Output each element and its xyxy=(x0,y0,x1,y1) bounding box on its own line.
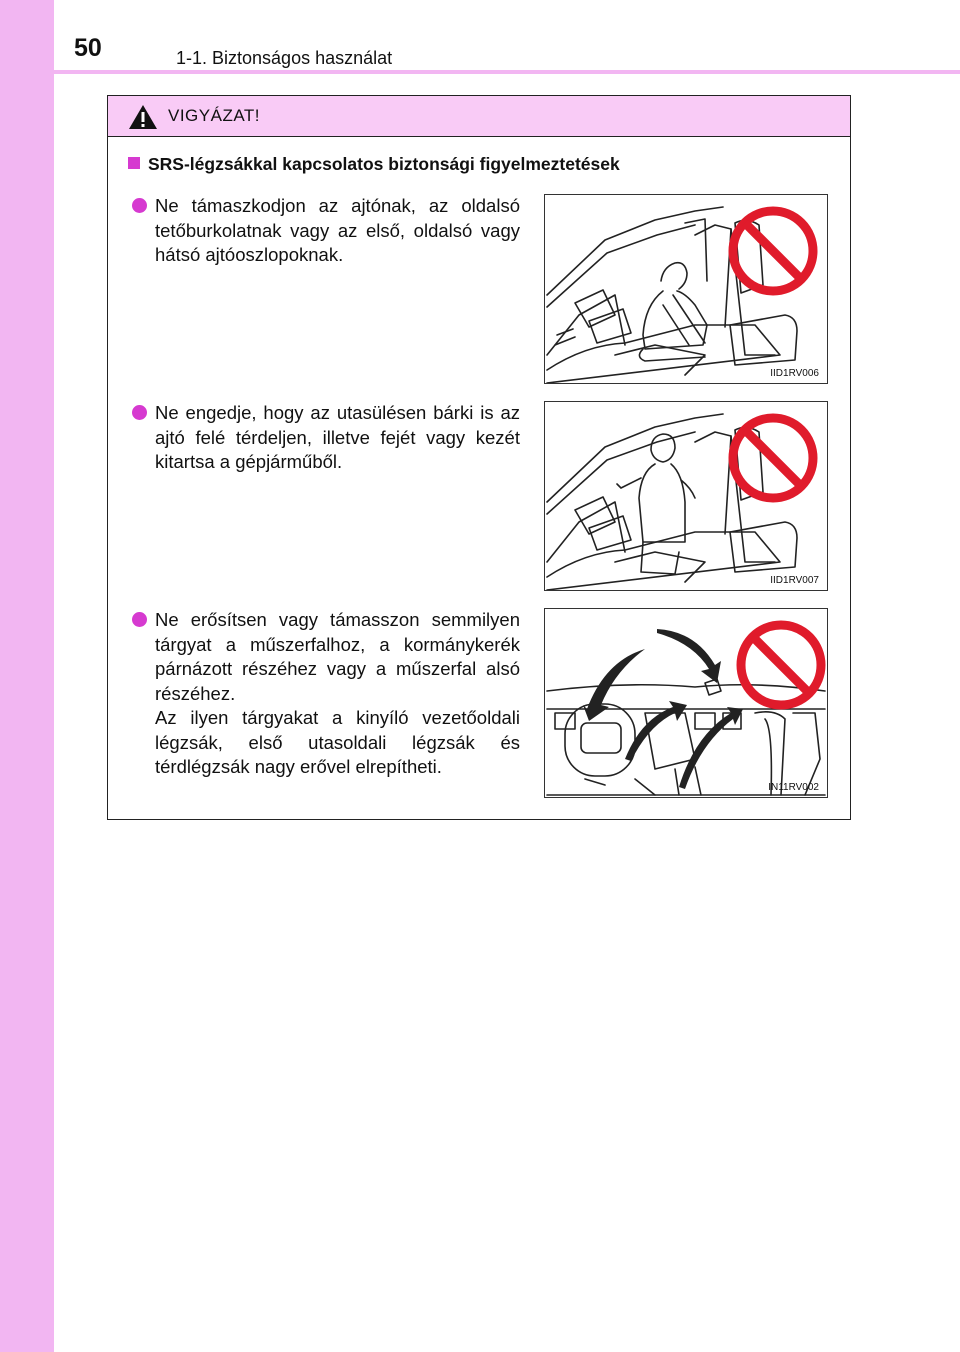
item-paragraph: Az ilyen tárgyakat a kinyíló vezetőoldali légzsák, első utasoldali légzsák és térdlégzsák nagy erővel elrepítheti. xyxy=(155,707,520,777)
section-marker-icon xyxy=(128,157,140,169)
item-paragraph: Ne erősítsen vagy támasszon semmilyen tárgyat a műszerfalhoz, a kormánykerék párnázott részéhez vagy a műszerfal alsó részéhez. xyxy=(155,609,520,704)
item-paragraph: Ne engedje, hogy az utasülésen bárki is az ajtó felé térdeljen, illetve fejét vagy kezét kitartsa a gépjárműből. xyxy=(155,402,520,472)
bullet-icon xyxy=(132,198,147,213)
chapter-title: 1-1. Biztonságos használat xyxy=(176,48,393,68)
page-header xyxy=(54,28,960,74)
figure-illustration xyxy=(545,195,828,384)
figure-kneel-toward-door xyxy=(544,401,828,591)
header-rule xyxy=(54,70,960,74)
bullet-icon xyxy=(132,612,147,627)
warning-box xyxy=(107,95,851,820)
figure-illustration xyxy=(545,609,828,798)
figure-objects-on-dashboard xyxy=(544,608,828,798)
figure-code: IN11RV002 xyxy=(768,782,819,793)
side-band xyxy=(0,0,54,1352)
item-text xyxy=(132,401,520,475)
figure-lean-on-door xyxy=(544,194,828,384)
item-text xyxy=(132,608,520,780)
warning-triangle-icon xyxy=(128,104,158,130)
bullet-icon xyxy=(132,405,147,420)
section-heading-text: SRS-légzsákkal kapcsolatos biztonsági figyelmeztetések xyxy=(148,154,620,174)
warning-header xyxy=(108,96,850,137)
section-heading xyxy=(128,154,840,175)
item-paragraph: Ne támaszkodjon az ajtónak, az oldalsó tetőburkolatnak vagy az első, oldalsó vagy hátsó ajtóoszlopoknak. xyxy=(155,195,520,265)
page-number: 50 xyxy=(74,34,102,62)
figure-code: IID1RV007 xyxy=(770,575,819,586)
warning-label: VIGYÁZAT! xyxy=(168,106,261,125)
figure-code: IID1RV006 xyxy=(770,368,819,379)
figure-illustration xyxy=(545,402,828,591)
item-text xyxy=(132,194,520,268)
